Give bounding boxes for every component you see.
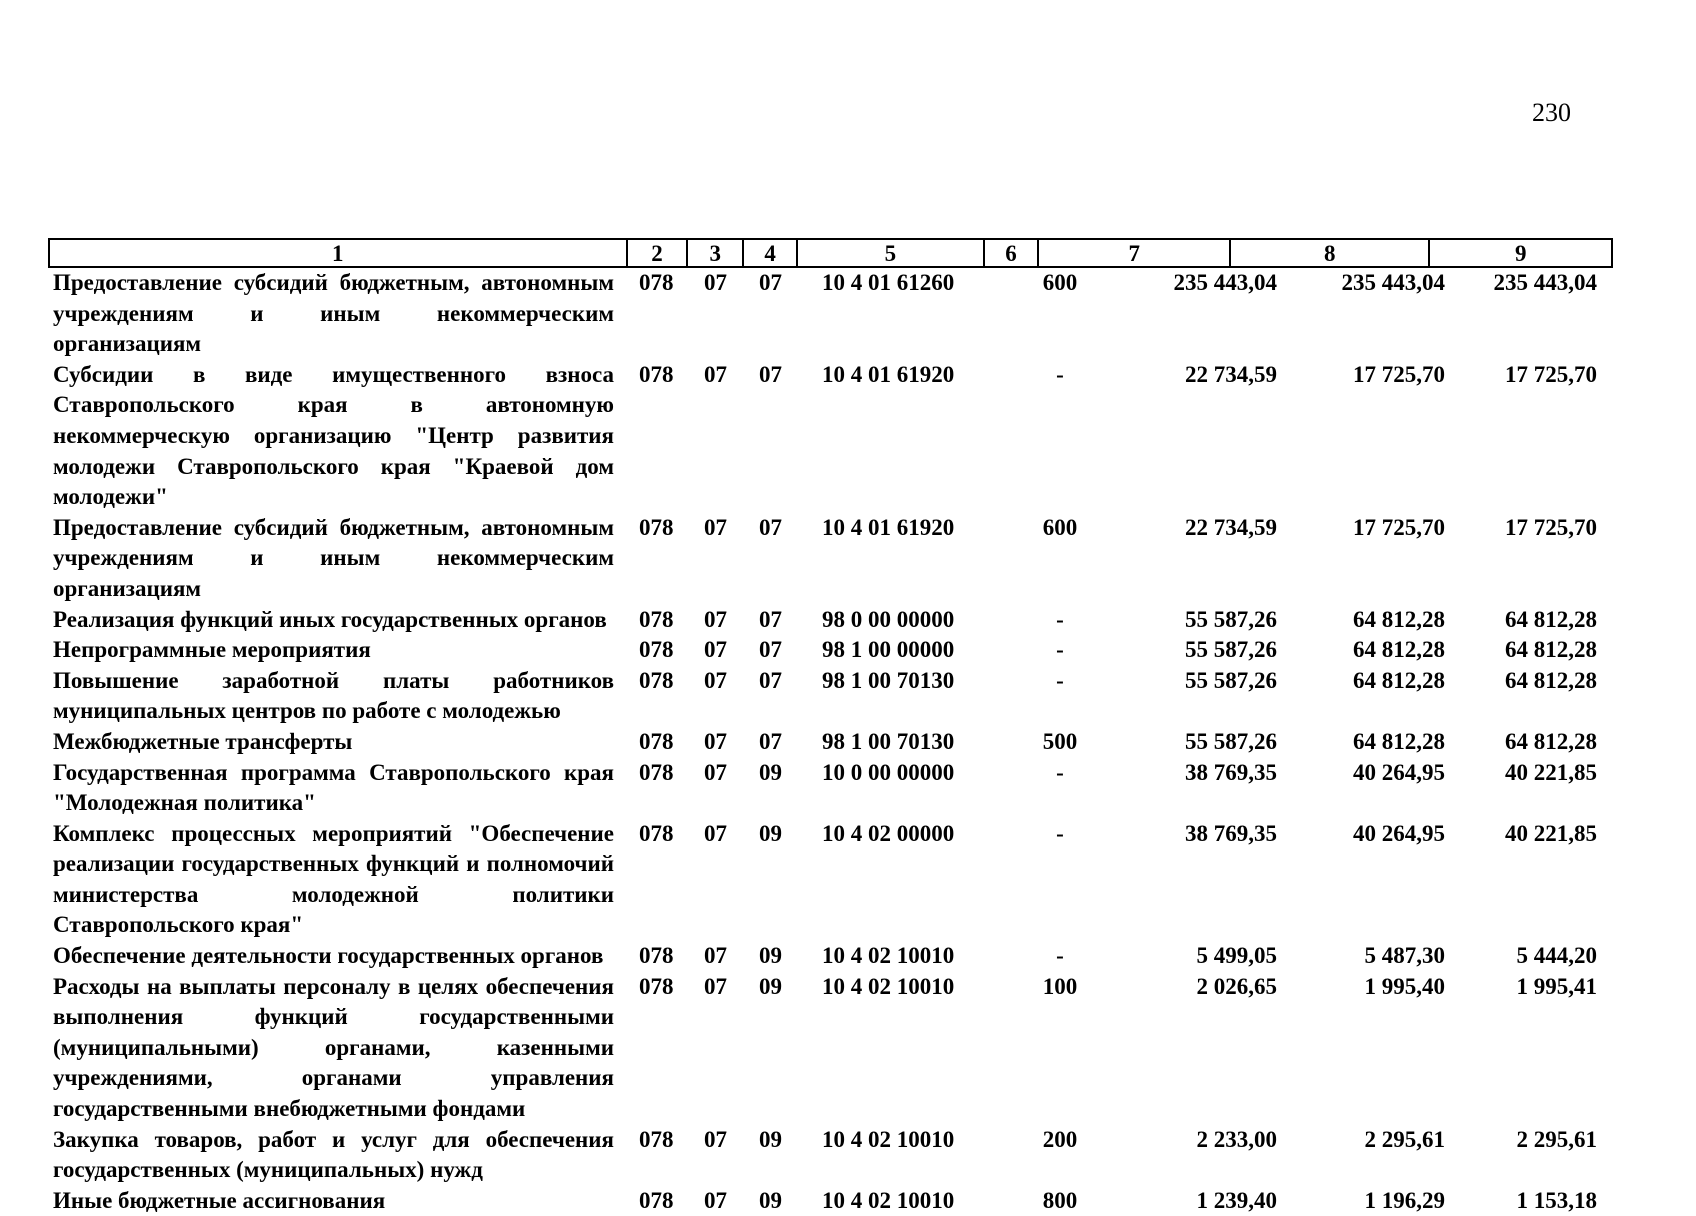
row-expense-type: 600: [1042, 514, 1078, 540]
row-name: Обеспечение деятельности государственных органов: [53, 943, 604, 969]
table-row: [48, 1125, 1613, 1186]
header-col-6: 6: [985, 240, 1040, 266]
table-body: [48, 268, 1613, 1216]
row-subsection: 07: [759, 728, 782, 754]
row-code: 078: [639, 361, 674, 387]
row-target-article: 10 4 02 10010: [822, 1126, 955, 1152]
row-section: 07: [704, 973, 727, 999]
header-col-9: 9: [1514, 241, 1527, 266]
row-expense-type: 600: [1042, 270, 1078, 295]
row-subsection: 09: [759, 973, 782, 999]
row-value-year-2: 64 812,28: [1353, 606, 1445, 632]
row-name: Государственная программа Ставропольского края "Молодежная политика": [53, 759, 614, 816]
row-value-year-3: 1 153,18: [1516, 1187, 1597, 1213]
row-code: 078: [639, 943, 674, 969]
row-subsection: 07: [759, 606, 782, 632]
row-value-year-3: 1 995,41: [1516, 973, 1597, 999]
row-expense-type: -: [1056, 361, 1064, 387]
row-code: 078: [639, 270, 674, 295]
row-expense-type: -: [1056, 606, 1064, 632]
row-name: Повышение заработной платы работников муниципальных центров по работе с молодежью: [53, 667, 614, 724]
row-code: 078: [639, 820, 674, 846]
row-subsection: 07: [759, 667, 782, 693]
row-section: 07: [704, 361, 727, 387]
row-section: 07: [704, 820, 727, 846]
row-subsection: 07: [759, 514, 782, 540]
header-col-8: 8: [1231, 240, 1430, 266]
row-section: 07: [704, 637, 727, 663]
row-value-year-3: 64 812,28: [1505, 667, 1597, 693]
row-name: Иные бюджетные ассигнования: [53, 1187, 386, 1213]
row-value-year-3: 64 812,28: [1505, 728, 1597, 754]
row-target-article: 98 1 00 70130: [822, 728, 955, 754]
row-name: Реализация функций иных государственных органов: [53, 606, 607, 632]
row-value-year-2: 64 812,28: [1353, 728, 1445, 754]
row-name: Предоставление субсидий бюджетным, автономным учреждениям и иным некоммерческим организациям: [53, 270, 614, 357]
table-row: [48, 727, 1613, 758]
header-col-1: 1: [50, 240, 628, 266]
row-value-year-2: 1 196,29: [1364, 1187, 1445, 1213]
table-header: [48, 238, 1613, 268]
header-col-4: 4: [744, 240, 798, 266]
header-col-7: 7: [1039, 240, 1231, 266]
row-expense-type: 100: [1042, 973, 1078, 999]
row-value-year-1: 55 587,26: [1185, 728, 1277, 754]
row-code: 078: [639, 667, 674, 693]
table-row: [48, 1186, 1613, 1216]
row-value-year-2: 40 264,95: [1353, 759, 1445, 785]
row-code: 078: [639, 637, 674, 663]
row-value-year-1: 38 769,35: [1185, 820, 1277, 846]
row-target-article: 10 4 02 10010: [822, 1187, 955, 1213]
row-value-year-3: 17 725,70: [1505, 514, 1597, 540]
row-name: Комплекс процессных мероприятий "Обеспечение реализации государственных функций и полномочий министерства молодежной политики Ставропольского края": [53, 820, 614, 938]
row-name: Субсидии в виде имущественного взноса Ставропольского края в автономную некоммерческую организацию "Центр развития молодежи Ставропольского края "Краевой дом молодежи": [53, 361, 614, 510]
row-value-year-3: 64 812,28: [1505, 637, 1597, 663]
row-code: 078: [639, 759, 674, 785]
row-subsection: 09: [759, 820, 782, 846]
row-value-year-3: 235 443,04: [1493, 270, 1597, 295]
table-row: [48, 360, 1613, 513]
row-target-article: 10 4 02 00000: [822, 820, 955, 846]
row-expense-type: -: [1056, 943, 1064, 969]
row-value-year-1: 2 026,65: [1196, 973, 1277, 999]
row-code: 078: [639, 973, 674, 999]
row-expense-type: 800: [1042, 1187, 1078, 1213]
row-subsection: 09: [759, 1126, 782, 1152]
row-code: 078: [639, 1126, 674, 1152]
row-value-year-1: 5 499,05: [1196, 943, 1277, 969]
row-subsection: 09: [759, 1187, 782, 1213]
row-value-year-1: 235 443,04: [1173, 270, 1277, 295]
row-subsection: 09: [759, 759, 782, 785]
row-name: Межбюджетные трансферты: [53, 728, 353, 754]
row-section: 07: [704, 606, 727, 632]
row-code: 078: [639, 1187, 674, 1213]
row-subsection: 07: [759, 361, 782, 387]
row-code: 078: [639, 606, 674, 632]
header-col-2: 2: [628, 240, 689, 266]
table-row: [48, 758, 1613, 819]
row-value-year-3: 2 295,61: [1516, 1126, 1597, 1152]
row-value-year-2: 5 487,30: [1364, 943, 1445, 969]
header-col-5: 5: [798, 240, 985, 266]
row-subsection: 09: [759, 943, 782, 969]
row-value-year-3: 64 812,28: [1505, 606, 1597, 632]
table-row: [48, 819, 1613, 941]
table-row: [48, 941, 1613, 972]
row-value-year-1: 38 769,35: [1185, 759, 1277, 785]
row-section: 07: [704, 1187, 727, 1213]
row-value-year-1: 2 233,00: [1196, 1126, 1277, 1152]
row-code: 078: [639, 514, 674, 540]
row-subsection: 07: [759, 637, 782, 663]
row-target-article: 10 4 02 10010: [822, 973, 955, 999]
row-value-year-3: 40 221,85: [1505, 820, 1597, 846]
table-row: [48, 635, 1613, 666]
row-name: Расходы на выплаты персоналу в целях обеспечения выполнения функций государственными (муниципальными) органами, казенными учреждениями, органами управления государственными внебюджетными фондами: [53, 973, 614, 1122]
row-value-year-2: 40 264,95: [1353, 820, 1445, 846]
row-section: 07: [704, 728, 727, 754]
row-section: 07: [704, 514, 727, 540]
row-expense-type: 500: [1042, 728, 1078, 754]
table-row: [48, 605, 1613, 636]
row-expense-type: -: [1056, 637, 1064, 663]
row-value-year-1: 22 734,59: [1185, 514, 1277, 540]
row-value-year-1: 22 734,59: [1185, 361, 1277, 387]
row-value-year-2: 64 812,28: [1353, 637, 1445, 663]
row-subsection: 07: [759, 270, 782, 295]
row-target-article: 10 0 00 00000: [822, 759, 955, 785]
row-name: Закупка товаров, работ и услуг для обеспечения государственных (муниципальных) нужд: [53, 1126, 614, 1183]
row-value-year-1: 55 587,26: [1185, 667, 1277, 693]
row-target-article: 10 4 01 61260: [822, 270, 955, 295]
row-expense-type: 200: [1042, 1126, 1078, 1152]
table-row: [48, 513, 1613, 605]
row-name: Предоставление субсидий бюджетным, автономным учреждениям и иным некоммерческим организациям: [53, 514, 614, 601]
row-value-year-2: 17 725,70: [1353, 361, 1445, 387]
row-target-article: 10 4 02 10010: [822, 943, 955, 969]
row-expense-type: -: [1056, 759, 1064, 785]
row-value-year-2: 64 812,28: [1353, 667, 1445, 693]
table-row: [48, 666, 1613, 727]
row-section: 07: [704, 1126, 727, 1152]
row-name: Непрограммные мероприятия: [53, 637, 371, 663]
table-row: [48, 972, 1613, 1125]
row-target-article: 10 4 01 61920: [822, 361, 955, 387]
row-expense-type: -: [1056, 820, 1064, 846]
row-section: 07: [704, 943, 727, 969]
row-value-year-1: 1 239,40: [1196, 1187, 1277, 1213]
table-row: [48, 268, 1613, 360]
row-section: 07: [704, 270, 727, 295]
row-value-year-3: 17 725,70: [1505, 361, 1597, 387]
row-value-year-2: 235 443,04: [1341, 270, 1445, 295]
row-expense-type: -: [1056, 667, 1064, 693]
row-value-year-1: 55 587,26: [1185, 637, 1277, 663]
row-section: 07: [704, 759, 727, 785]
row-target-article: 98 0 00 00000: [822, 606, 955, 632]
row-section: 07: [704, 667, 727, 693]
row-value-year-1: 55 587,26: [1185, 606, 1277, 632]
row-value-year-3: 5 444,20: [1516, 943, 1597, 969]
row-value-year-3: 40 221,85: [1505, 759, 1597, 785]
row-target-article: 10 4 01 61920: [822, 514, 955, 540]
row-value-year-2: 2 295,61: [1364, 1126, 1445, 1152]
row-value-year-2: 17 725,70: [1353, 514, 1445, 540]
header-col-3: 3: [688, 240, 744, 266]
row-target-article: 98 1 00 00000: [822, 637, 955, 663]
row-code: 078: [639, 728, 674, 754]
row-value-year-2: 1 995,40: [1364, 973, 1445, 999]
row-target-article: 98 1 00 70130: [822, 667, 955, 693]
page-number: 230: [1532, 98, 1571, 127]
